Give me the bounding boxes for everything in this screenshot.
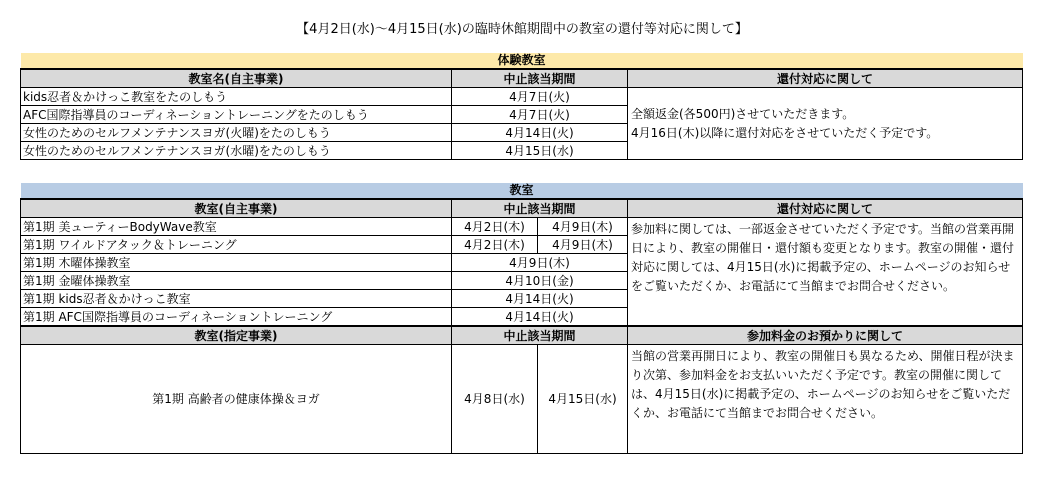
trial-class-table <box>20 53 1023 160</box>
cancel-date: 4月7日(火) <box>452 106 628 124</box>
class-name: 第1期 金曜体操教室 <box>21 272 452 290</box>
cancel-date: 4月14日(火) <box>452 124 628 142</box>
class-name: kids忍者＆かけっこ教室をたのしもう <box>21 88 452 106</box>
page-title: 【4月2日(水)～4月15日(水)の臨時休館期間中の教室の還付等対応に関して】 <box>296 22 748 37</box>
refund-note-line: 4月16日(木)以降に還付対応をさせていただく予定です。 <box>631 125 939 140</box>
class-name: AFC国際指導員のコーディネーショントレーニングをたのしもう <box>21 106 452 124</box>
header-period: 中止該当期間 <box>452 326 628 345</box>
class-name: 第1期 高齢者の健康体操＆ヨガ <box>21 345 452 454</box>
class-name: 女性のためのセルフメンテナンスヨガ(水曜)をたのしもう <box>21 142 452 160</box>
class-name: 第1期 ワイルドアタック＆トレーニング <box>21 236 452 254</box>
header-designated-class: 教室(指定事業) <box>21 326 452 345</box>
refund-note <box>628 88 1023 160</box>
header-period: 中止該当期間 <box>452 69 628 88</box>
cancel-date-start: 4月2日(木) <box>452 236 538 254</box>
fee-note: 当館の営業再開日により、教室の開催日も異なるため、開催日程が決まり次第、参加料金をお支払いいただく予定です。教室の開催に関しては、4月15日(水)に掲載予定の、ホームページのお知らせをご覧いただくか、お電話にて当館までお問合せください。 <box>628 345 1023 454</box>
table-row <box>21 88 1023 106</box>
class-name: 第1期 木曜体操教室 <box>21 254 452 272</box>
class-name: 第1期 kids忍者＆かけっこ教室 <box>21 290 452 308</box>
cancel-date-end: 4月9日(木) <box>538 236 628 254</box>
cancel-date: 4月9日(木) <box>452 254 628 272</box>
cancel-date: 4月7日(火) <box>452 88 628 106</box>
section-banner: 体験教室 <box>21 53 1023 69</box>
class-name: 女性のためのセルフメンテナンスヨガ(火曜)をたのしもう <box>21 124 452 142</box>
header-refund: 還付対応に関して <box>628 69 1023 88</box>
section-banner: 教室 <box>21 183 1023 199</box>
header-class-name: 教室(自主事業) <box>21 199 452 218</box>
cancel-date: 4月14日(火) <box>452 290 628 308</box>
class-name: 第1期 AFC国際指導員のコーディネーショントレーニング <box>21 308 452 327</box>
table-row <box>21 218 1023 236</box>
table-row <box>21 345 1023 454</box>
class-table <box>20 183 1023 454</box>
header-class-name: 教室名(自主事業) <box>21 69 452 88</box>
cancel-date-start: 4月2日(木) <box>452 218 538 236</box>
header-period: 中止該当期間 <box>452 199 628 218</box>
class-name: 第1期 美ューティーBodyWave教室 <box>21 218 452 236</box>
cancel-date-start: 4月8日(水) <box>452 345 538 454</box>
cancel-date-end: 4月15日(水) <box>538 345 628 454</box>
header-refund: 還付対応に関して <box>628 199 1023 218</box>
cancel-date: 4月15日(水) <box>452 142 628 160</box>
cancel-date-end: 4月9日(木) <box>538 218 628 236</box>
header-fee-deposit: 参加料金のお預かりに関して <box>628 326 1023 345</box>
cancel-date: 4月14日(火) <box>452 308 628 327</box>
refund-note-line: 全額返金(各500円)させていただきます。 <box>631 106 855 121</box>
refund-note: 参加料に関しては、一部返金させていただく予定です。当館の営業再開日により、教室の開催日・還付額も変更となります。教室の開催・還付対応に関しては、4月15日(水)に掲載予定の、ホームページのお知らせをご覧いただくか、お電話にて当館までお問合せください。 <box>628 218 1023 327</box>
cancel-date: 4月10日(金) <box>452 272 628 290</box>
